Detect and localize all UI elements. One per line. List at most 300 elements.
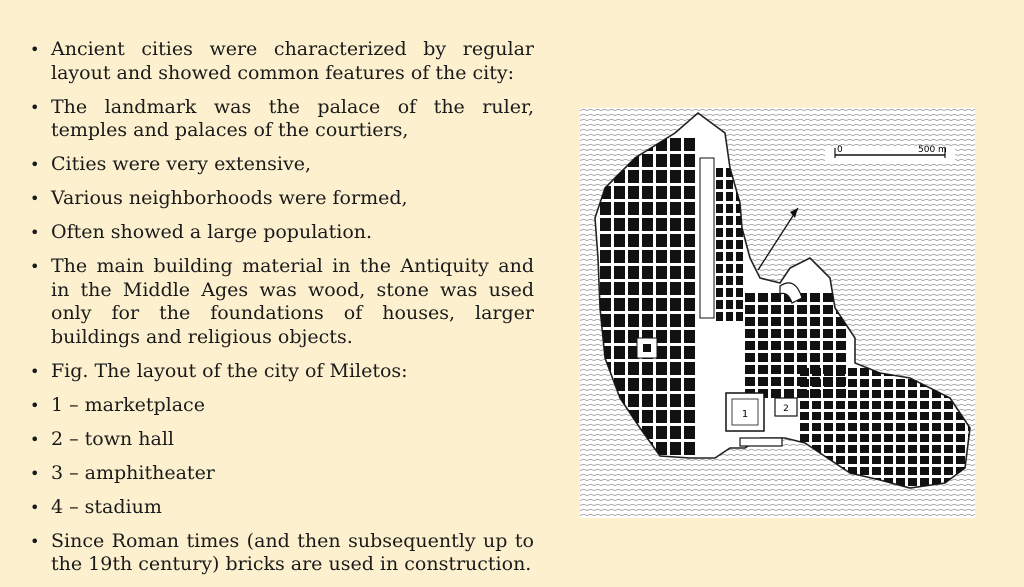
city-block <box>736 312 743 321</box>
city-block <box>628 234 639 247</box>
city-block <box>956 456 965 464</box>
city-block <box>600 234 611 247</box>
city-block <box>670 170 681 183</box>
city-block <box>716 312 723 321</box>
city-block <box>848 368 857 376</box>
city-block <box>896 379 905 387</box>
city-block <box>836 368 845 376</box>
city-block <box>726 192 733 201</box>
city-block <box>812 390 821 398</box>
city-block <box>628 202 639 215</box>
city-block <box>656 314 667 327</box>
city-block <box>860 423 869 431</box>
city-block <box>656 154 667 167</box>
city-block <box>684 298 695 311</box>
city-block <box>836 445 845 453</box>
city-block <box>920 467 929 475</box>
city-block <box>758 305 768 314</box>
city-block <box>684 378 695 391</box>
city-block <box>684 314 695 327</box>
city-block <box>956 445 965 453</box>
city-block <box>600 282 611 295</box>
city-block <box>800 434 809 442</box>
city-block <box>797 305 807 314</box>
city-block <box>642 282 653 295</box>
city-block <box>670 234 681 247</box>
city-block <box>684 218 695 231</box>
city-block <box>860 379 869 387</box>
city-block <box>628 394 639 407</box>
city-block <box>944 445 953 453</box>
city-block <box>920 445 929 453</box>
city-block <box>656 410 667 423</box>
city-block <box>684 410 695 423</box>
city-block <box>812 401 821 409</box>
city-block <box>726 288 733 297</box>
city-block <box>642 250 653 263</box>
city-block <box>860 467 869 475</box>
city-block <box>600 250 611 263</box>
city-block <box>736 252 743 261</box>
city-block <box>716 240 723 249</box>
city-block <box>736 228 743 237</box>
city-block <box>736 264 743 273</box>
city-block <box>628 170 639 183</box>
city-block <box>670 154 681 167</box>
city-block <box>771 341 781 350</box>
city-block <box>670 330 681 343</box>
city-block <box>656 346 667 359</box>
city-block <box>824 368 833 376</box>
miletos-map <box>580 108 975 518</box>
city-block <box>908 423 917 431</box>
city-block <box>726 216 733 225</box>
city-block <box>884 467 893 475</box>
miletos-map-figure <box>580 108 975 518</box>
city-block <box>670 394 681 407</box>
city-block <box>656 330 667 343</box>
city-block <box>670 298 681 311</box>
scale-end-label: 500 m <box>918 145 947 155</box>
city-block <box>824 379 833 387</box>
city-block <box>758 365 768 374</box>
city-block <box>628 282 639 295</box>
city-block <box>956 423 965 431</box>
city-block <box>848 412 857 420</box>
city-block <box>797 329 807 338</box>
city-block <box>836 434 845 442</box>
city-block <box>784 341 794 350</box>
city-block <box>784 305 794 314</box>
city-block <box>872 390 881 398</box>
city-block <box>908 445 917 453</box>
bullet-list <box>26 38 534 587</box>
city-block <box>771 389 781 398</box>
city-block <box>812 368 821 376</box>
main-street <box>700 158 714 318</box>
city-block <box>884 379 893 387</box>
city-block <box>642 170 653 183</box>
city-block <box>614 202 625 215</box>
city-block <box>884 412 893 420</box>
city-block <box>642 234 653 247</box>
city-block <box>642 202 653 215</box>
city-block <box>684 234 695 247</box>
city-block <box>736 276 743 285</box>
city-block <box>920 412 929 420</box>
city-block <box>884 423 893 431</box>
city-block <box>614 298 625 311</box>
city-block <box>956 434 965 442</box>
city-block <box>872 434 881 442</box>
city-block <box>628 378 639 391</box>
city-block <box>784 317 794 326</box>
city-block <box>848 401 857 409</box>
city-block <box>670 250 681 263</box>
city-block <box>684 282 695 295</box>
city-block <box>628 314 639 327</box>
city-block <box>908 478 917 486</box>
city-block <box>823 305 833 314</box>
city-block <box>771 377 781 386</box>
stadium <box>740 438 782 446</box>
city-block <box>684 266 695 279</box>
city-block <box>726 180 733 189</box>
city-block <box>908 456 917 464</box>
city-block <box>810 341 820 350</box>
city-block <box>810 353 820 362</box>
bullet-item: • The main building material in the Antiquity and in the Middle Ages was wood, stone was used only for the foundations of houses, larger buildings and religious objects. <box>26 255 534 349</box>
city-block <box>716 216 723 225</box>
city-block <box>736 288 743 297</box>
city-block <box>745 353 755 362</box>
city-block <box>656 298 667 311</box>
city-block <box>836 329 846 338</box>
city-block <box>614 218 625 231</box>
city-block <box>824 412 833 420</box>
bullet-item: • Fig. The layout of the city of Miletos: <box>26 360 534 384</box>
city-block <box>670 442 681 455</box>
city-block <box>797 341 807 350</box>
city-block <box>932 401 941 409</box>
city-block <box>656 202 667 215</box>
city-block <box>932 445 941 453</box>
city-block <box>810 317 820 326</box>
city-block <box>745 305 755 314</box>
city-block <box>684 330 695 343</box>
city-block <box>656 170 667 183</box>
city-block <box>716 300 723 309</box>
city-block <box>684 186 695 199</box>
city-block <box>848 379 857 387</box>
city-block <box>684 362 695 375</box>
city-block <box>656 282 667 295</box>
city-block <box>642 378 653 391</box>
city-block <box>848 445 857 453</box>
city-block <box>736 300 743 309</box>
city-block <box>716 168 723 177</box>
city-block <box>716 276 723 285</box>
city-block <box>670 282 681 295</box>
city-block <box>797 317 807 326</box>
city-block <box>758 329 768 338</box>
city-block <box>884 390 893 398</box>
city-block <box>800 401 809 409</box>
city-block <box>628 298 639 311</box>
city-block <box>823 353 833 362</box>
city-block <box>896 412 905 420</box>
city-block <box>614 266 625 279</box>
city-block <box>908 434 917 442</box>
city-block <box>823 293 833 302</box>
city-block <box>932 434 941 442</box>
city-block <box>812 412 821 420</box>
city-block <box>812 434 821 442</box>
city-block <box>642 394 653 407</box>
city-block <box>812 423 821 431</box>
city-block <box>600 298 611 311</box>
city-block <box>872 379 881 387</box>
courtyard-center <box>643 344 651 352</box>
city-block <box>670 378 681 391</box>
city-block <box>684 250 695 263</box>
city-block <box>771 353 781 362</box>
city-block <box>614 362 625 375</box>
city-block <box>600 202 611 215</box>
city-block <box>836 456 845 464</box>
city-block <box>656 234 667 247</box>
city-block <box>642 186 653 199</box>
city-block <box>656 218 667 231</box>
city-block <box>684 138 695 151</box>
city-block <box>642 314 653 327</box>
city-block <box>932 456 941 464</box>
city-block <box>848 456 857 464</box>
city-block <box>736 240 743 249</box>
city-block <box>726 228 733 237</box>
city-block <box>872 401 881 409</box>
city-block <box>836 412 845 420</box>
bullet-item: • 4 – stadium <box>26 496 534 520</box>
city-block <box>771 329 781 338</box>
city-block <box>932 423 941 431</box>
bullet-item: • Ancient cities were characterized by regular layout and showed common features of the city: <box>26 38 534 85</box>
city-block <box>896 445 905 453</box>
city-block <box>848 423 857 431</box>
city-block <box>908 412 917 420</box>
city-block <box>848 434 857 442</box>
city-block <box>872 445 881 453</box>
city-block <box>800 379 809 387</box>
city-block <box>670 138 681 151</box>
city-block <box>810 293 820 302</box>
city-block <box>642 362 653 375</box>
city-block <box>656 394 667 407</box>
city-block <box>726 264 733 273</box>
city-block <box>656 250 667 263</box>
city-block <box>860 456 869 464</box>
city-block <box>784 389 794 398</box>
city-block <box>642 410 653 423</box>
city-block <box>810 329 820 338</box>
city-block <box>758 341 768 350</box>
city-block <box>726 276 733 285</box>
city-block <box>628 250 639 263</box>
label-1: 1 <box>741 409 749 420</box>
city-block <box>920 423 929 431</box>
city-block <box>824 390 833 398</box>
city-block <box>670 266 681 279</box>
bullet-item: • 1 – marketplace <box>26 394 534 418</box>
city-block <box>642 218 653 231</box>
city-block <box>836 379 845 387</box>
city-block <box>684 426 695 439</box>
city-block <box>628 362 639 375</box>
city-block <box>614 346 625 359</box>
city-block <box>944 401 953 409</box>
bullet-item: • 2 – town hall <box>26 428 534 452</box>
city-block <box>642 298 653 311</box>
city-block <box>614 282 625 295</box>
city-block <box>920 401 929 409</box>
city-block <box>684 394 695 407</box>
city-block <box>836 353 846 362</box>
city-block <box>670 362 681 375</box>
city-block <box>716 228 723 237</box>
city-block <box>908 390 917 398</box>
city-block <box>800 390 809 398</box>
city-block <box>823 341 833 350</box>
city-block <box>860 390 869 398</box>
city-block <box>628 266 639 279</box>
city-block <box>812 379 821 387</box>
city-block <box>944 423 953 431</box>
city-block <box>896 390 905 398</box>
bullet-item: • Various neighborhoods were formed, <box>26 187 534 211</box>
city-block <box>614 314 625 327</box>
city-block <box>716 180 723 189</box>
city-block <box>771 305 781 314</box>
city-block <box>836 423 845 431</box>
city-block <box>614 186 625 199</box>
city-block <box>896 456 905 464</box>
city-block <box>860 401 869 409</box>
city-block <box>684 202 695 215</box>
bullet-item: • Since Roman times (and then subsequently up to the 19th century) bricks are used in construction. <box>26 530 534 577</box>
city-block <box>716 192 723 201</box>
city-block <box>745 341 755 350</box>
city-block <box>800 423 809 431</box>
city-block <box>670 218 681 231</box>
city-block <box>642 266 653 279</box>
city-block <box>758 317 768 326</box>
city-block <box>745 365 755 374</box>
city-block <box>784 377 794 386</box>
city-block <box>684 346 695 359</box>
city-block <box>884 456 893 464</box>
city-block <box>860 412 869 420</box>
city-block <box>896 401 905 409</box>
city-block <box>614 250 625 263</box>
city-block <box>614 234 625 247</box>
city-block <box>872 456 881 464</box>
city-block <box>784 365 794 374</box>
city-block <box>745 293 755 302</box>
city-block <box>896 434 905 442</box>
city-block <box>628 218 639 231</box>
city-block <box>860 368 869 376</box>
city-block <box>800 368 809 376</box>
city-block <box>836 401 845 409</box>
city-block <box>670 186 681 199</box>
label-2: 2 <box>783 404 789 414</box>
city-block <box>920 478 929 486</box>
city-block <box>872 423 881 431</box>
city-block <box>824 401 833 409</box>
city-block <box>670 314 681 327</box>
bullet-item: • The landmark was the palace of the ruler, temples and palaces of the courtiers, <box>26 96 534 143</box>
city-block <box>716 288 723 297</box>
city-block <box>684 154 695 167</box>
city-block <box>920 434 929 442</box>
city-block <box>932 412 941 420</box>
city-block <box>656 378 667 391</box>
city-block <box>670 202 681 215</box>
city-block <box>908 467 917 475</box>
city-block <box>726 252 733 261</box>
city-block <box>823 317 833 326</box>
city-block <box>872 467 881 475</box>
bullet-item: • Often showed a large population. <box>26 221 534 245</box>
city-block <box>920 456 929 464</box>
city-block <box>860 434 869 442</box>
city-block <box>684 170 695 183</box>
city-block <box>944 456 953 464</box>
city-block <box>784 329 794 338</box>
city-block <box>670 410 681 423</box>
city-block <box>824 423 833 431</box>
bullet-item: • 3 – amphitheater <box>26 462 534 486</box>
city-block <box>824 445 833 453</box>
city-block <box>771 365 781 374</box>
city-block <box>932 467 941 475</box>
city-block <box>656 362 667 375</box>
city-block <box>600 218 611 231</box>
city-block <box>823 329 833 338</box>
city-block <box>758 293 768 302</box>
city-block <box>670 426 681 439</box>
city-block <box>716 204 723 213</box>
city-block <box>670 346 681 359</box>
city-block <box>656 186 667 199</box>
city-block <box>884 401 893 409</box>
city-block <box>872 412 881 420</box>
city-block <box>908 401 917 409</box>
city-block <box>944 412 953 420</box>
scale-start-label: 0 <box>837 145 843 155</box>
city-block <box>726 204 733 213</box>
city-block <box>884 434 893 442</box>
city-block <box>745 329 755 338</box>
city-block <box>758 377 768 386</box>
city-block <box>824 434 833 442</box>
city-block <box>642 154 653 167</box>
city-block <box>800 412 809 420</box>
city-block <box>716 252 723 261</box>
city-block <box>836 390 845 398</box>
city-block <box>944 434 953 442</box>
city-block <box>884 445 893 453</box>
